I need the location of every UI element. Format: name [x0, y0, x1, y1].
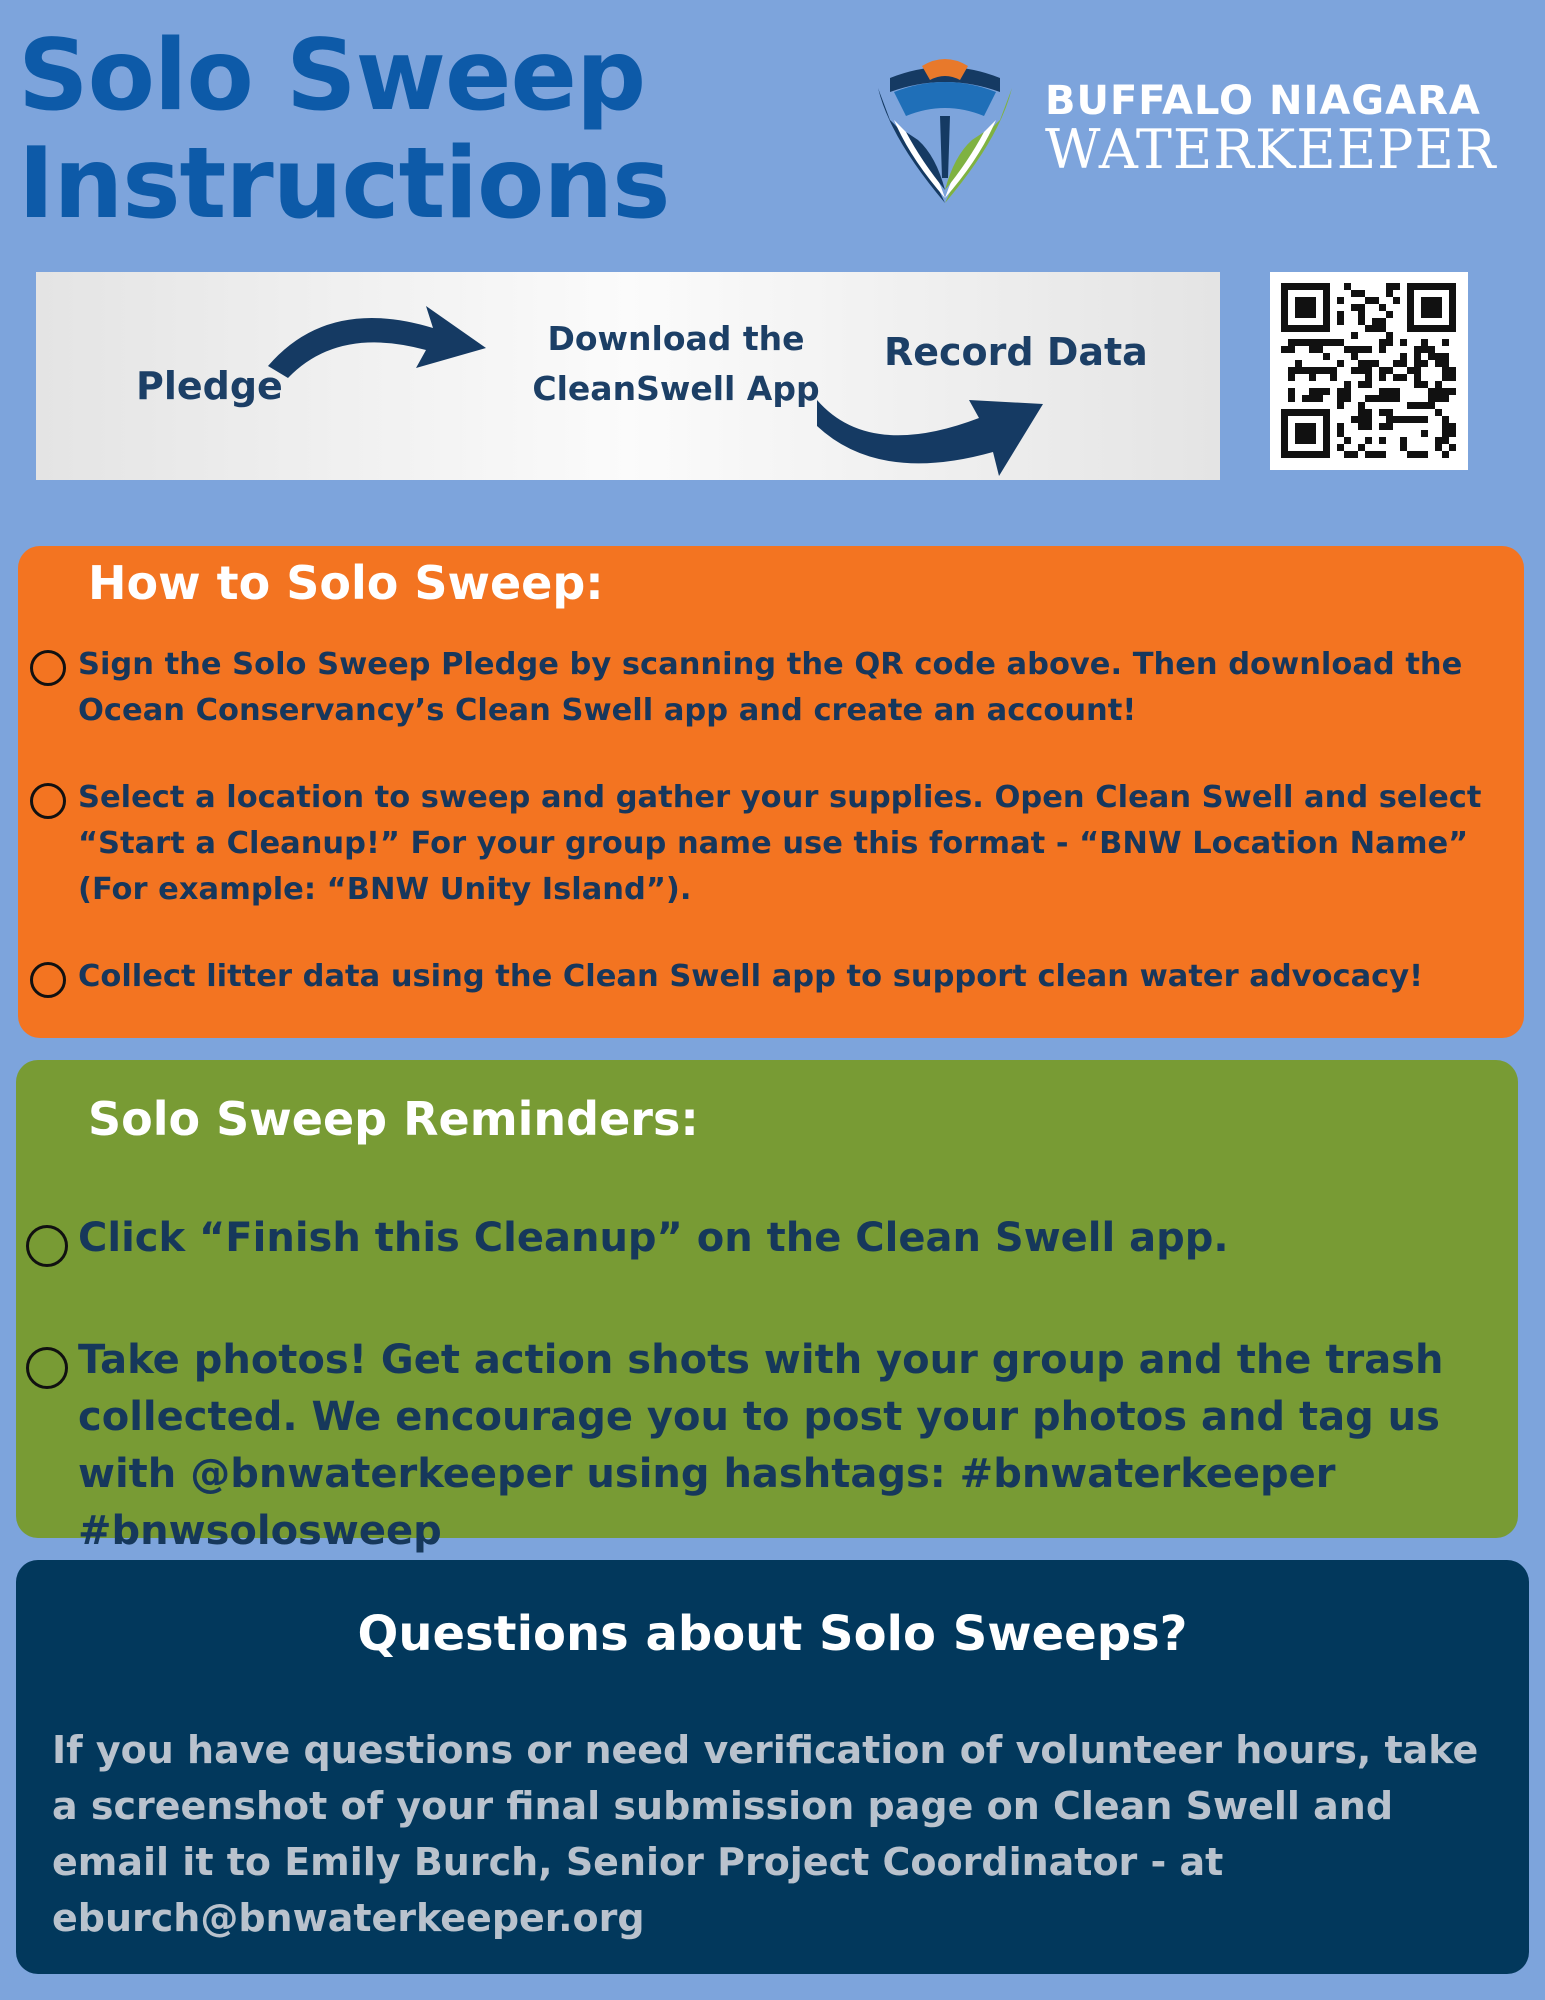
how-to-panel [18, 546, 1524, 1038]
curved-arrow-icon [258, 286, 498, 396]
step-download-line2: CleanSwell App [532, 369, 820, 408]
waterkeeper-shield-icon [860, 58, 1030, 208]
how-to-item-text: Collect litter data using the Clean Swell app to support clean water advocacy! [78, 959, 1424, 994]
checkbox-circle-icon[interactable] [30, 962, 66, 998]
checkbox-circle-icon[interactable] [30, 783, 66, 819]
reminders-panel [16, 1060, 1518, 1554]
step-download-line1: Download the [547, 319, 805, 358]
questions-body: If you have questions or need verification of volunteer hours, take a screenshot of your final submission page on Clean Swell and email it to Emily Burch, Senior Project Coordinator - at eburch@bnwaterkeeper.org [52, 1728, 1479, 1940]
reminders-heading: Solo Sweep Reminders: [88, 1092, 699, 1146]
questions-heading: Questions about Solo Sweeps? [357, 1606, 1188, 1662]
how-to-heading: How to Solo Sweep: [88, 556, 604, 610]
checkbox-circle-icon[interactable] [26, 1225, 68, 1267]
steps-banner [36, 272, 1220, 480]
logo-text-line2: WATERKEEPER [1045, 118, 1497, 181]
step-record-data: Record Data [884, 330, 1148, 374]
checkbox-circle-icon[interactable] [26, 1347, 68, 1389]
page-title-line2: Instructions [18, 127, 670, 241]
qr-code-icon [1270, 272, 1468, 470]
page-title-line1: Solo Sweep [18, 19, 646, 133]
waterkeeper-logo [860, 58, 1500, 208]
logo-text-line1: BUFFALO NIAGARA [1045, 78, 1481, 124]
how-to-item-text: Sign the Solo Sweep Pledge by scanning the QR code above. Then download the Ocean Conservancy’s Clean Swell app and create an account! [78, 647, 1463, 728]
questions-panel [16, 1560, 1529, 1974]
how-to-item-text: Select a location to sweep and gather your supplies. Open Clean Swell and select “Start a Cleanup!” For your group name use this format - “BNW Location Name” (For example: “BNW Unity Island”). [78, 780, 1482, 907]
step-pledge: Pledge [136, 364, 283, 408]
page-title [18, 19, 670, 241]
qr-code[interactable] [1270, 272, 1468, 470]
step-download-app [476, 314, 876, 414]
reminder-item-text: Click “Finish this Cleanup” on the Clean Swell app. [78, 1215, 1229, 1261]
checkbox-circle-icon[interactable] [30, 650, 66, 686]
reminder-item-text: Take photos! Get action shots with your group and the trash collected. We encourage you to post your photos and tag us with @bnwaterkeeper using hashtags: #bnwaterkeeper #bnwsolosweep [78, 1337, 1444, 1554]
